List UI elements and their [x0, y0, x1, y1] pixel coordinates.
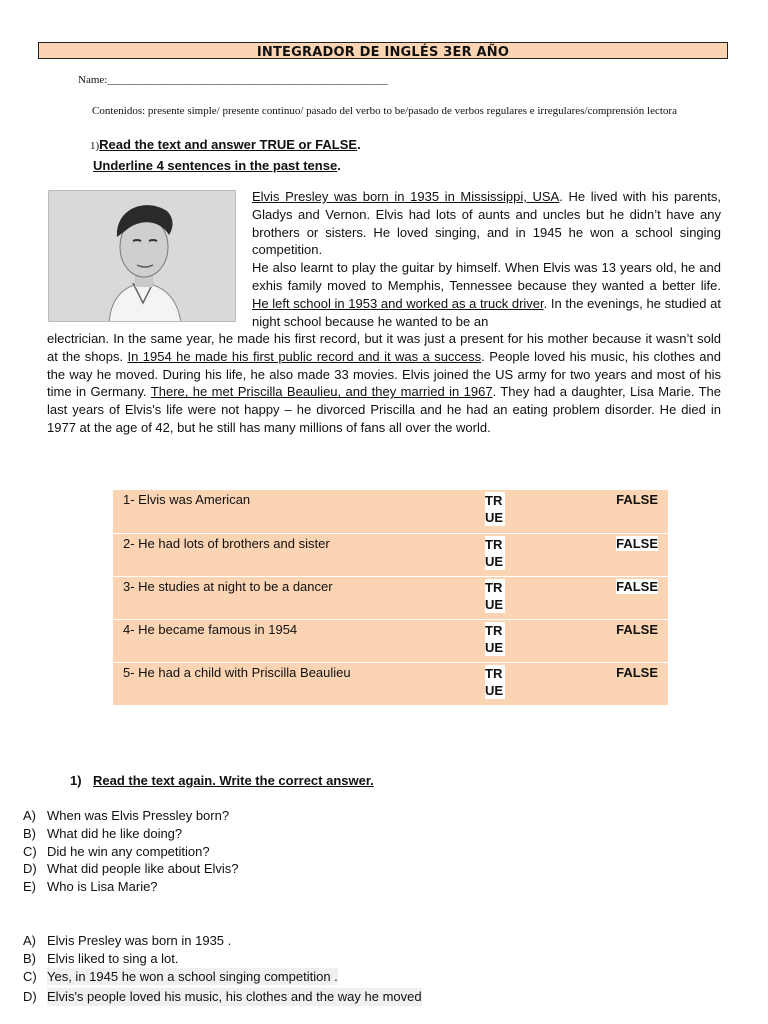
exercise1-number: 1)	[90, 140, 100, 152]
contents-line: Contenidos: presente simple/ presente continuo/ pasado del verbo to be/pasado de verbos regulares e irregulares/comprensión lectora	[92, 105, 677, 117]
false-option[interactable]: FALSE	[616, 578, 658, 594]
answer-text[interactable]: Yes, in 1945 he won a school singing competition .	[47, 968, 338, 984]
table-row	[113, 490, 668, 533]
past-tense-sentence-4: There, he met Priscilla Beaulieu, and they married in 1967	[150, 384, 493, 400]
true-option[interactable]: TRUE	[485, 622, 504, 655]
exercise2-instruction: Read the text again. Write the correct answer.	[93, 773, 374, 788]
false-option[interactable]: FALSE	[616, 621, 658, 637]
statement-cell: 3- He studies at night to be a dancer	[113, 576, 485, 619]
true-option[interactable]: TRUE	[485, 665, 504, 698]
past-tense-sentence-3: In 1954 he made his first public record and it was a success	[127, 348, 482, 364]
question-text: What did he like doing?	[47, 825, 183, 841]
false-option[interactable]: FALSE	[616, 664, 658, 680]
past-tense-sentence-1: Elvis Presley was born in 1935 in Mississippi, USA	[252, 189, 560, 204]
question-text: When was Elvis Pressley born?	[47, 808, 230, 823]
question-letter: D)	[23, 861, 37, 877]
elvis-portrait-photo	[48, 190, 236, 322]
exercise2-heading	[70, 773, 374, 788]
true-option[interactable]: TRUE	[485, 493, 504, 525]
statement-cell: 5- He had a child with Priscilla Beaulieu	[113, 662, 485, 705]
exercise2-number: 1)	[70, 773, 82, 788]
list-item	[23, 807, 239, 825]
true-option[interactable]: TRUE	[485, 579, 504, 612]
reading-passage-part1	[252, 188, 721, 330]
statement-cell: 2- He had lots of brothers and sister	[113, 533, 485, 576]
statement-cell: 4- He became famous in 1954	[113, 619, 485, 662]
exercise1-instruction: Read the text and answer TRUE or FALSE	[99, 137, 358, 152]
exercise1-subheading	[93, 158, 341, 173]
exercise1-heading	[90, 137, 361, 152]
answer-text[interactable]: Elvis liked to sing a lot.	[47, 950, 179, 966]
reading-text-5: . People loved his music, his clothes and the way he moved. During his life, he also made 33 movies. Elvis joined the US army for two years and most of his time in Germany.	[47, 348, 721, 400]
answer-letter: A)	[23, 933, 36, 948]
reading-text-4: electrician. In the same year, he made his first record, but it was just a present for his mother because it wasn’t sold at the shops.	[47, 331, 721, 364]
list-item	[23, 988, 422, 1006]
false-option[interactable]: FALSE	[616, 535, 658, 551]
reading-text-2: He also learnt to play the guitar by himself. When Elvis was 13 years old, he and exhis family moved to Memphis, Tennessee because they wanted a better life.	[252, 260, 721, 293]
question-letter: A)	[23, 808, 36, 823]
exercise1-instruction-end: .	[357, 137, 361, 152]
list-item	[23, 932, 422, 950]
list-item	[23, 968, 422, 986]
question-letter: E)	[23, 879, 36, 895]
true-false-table	[113, 490, 668, 706]
questions-list	[23, 807, 239, 896]
past-tense-sentence-2: He left school in 1953 and worked as a truck driver	[252, 295, 544, 311]
table-row	[113, 662, 668, 705]
reading-text-3: . In the evenings, he studied at night school because he wanted to be an	[252, 295, 721, 329]
name-field-line: Name:___________________________________________________	[78, 74, 388, 86]
statement-cell: 1- Elvis was American	[113, 490, 485, 533]
table-row	[113, 533, 668, 576]
answer-letter: C)	[23, 968, 37, 984]
question-text: Who is Lisa Marie?	[47, 879, 158, 895]
true-option[interactable]: TRUE	[485, 536, 504, 569]
reading-passage-part2	[47, 330, 721, 437]
reading-text-1: . He lived with his parents, Gladys and Vernon. Elvis had lots of aunts and uncles but he didn’t have any brothers or sisters. He loved singing, and in 1945 he won a school singing competition.	[252, 189, 722, 258]
answer-letter: D)	[23, 989, 37, 1005]
list-item	[23, 825, 239, 843]
question-text: What did people like about Elvis?	[47, 861, 239, 877]
answer-letter: B)	[23, 950, 36, 966]
answer-text[interactable]: Elvis's people loved his music, his clothes and the way he moved	[47, 989, 422, 1005]
question-text: Did he win any competition?	[47, 843, 210, 859]
answers-list	[23, 932, 422, 1006]
table-row	[113, 619, 668, 662]
answer-text[interactable]: Elvis Presley was born in 1935 .	[47, 933, 232, 948]
list-item	[23, 843, 239, 861]
worksheet-title: INTEGRADOR DE INGLÉS 3ER AÑO	[38, 42, 728, 59]
question-letter: C)	[23, 843, 37, 859]
portrait-illustration	[49, 191, 236, 322]
exercise1-instruction2-end: .	[337, 158, 341, 173]
list-item	[23, 950, 422, 968]
false-option[interactable]: FALSE	[616, 492, 658, 507]
question-letter: B)	[23, 825, 36, 841]
reading-text-6: . They had a daughter, Lisa Marie. The last years of Elvis's life were not happy – he divorced Priscilla and he had an eating problem disorder. He died in 1977 at the age of 42, but he still has many millions of fans all over the world.	[47, 384, 722, 435]
list-item	[23, 878, 239, 896]
exercise1-instruction2: Underline 4 sentences in the past tense	[93, 158, 338, 173]
list-item	[23, 860, 239, 878]
table-row	[113, 576, 668, 619]
